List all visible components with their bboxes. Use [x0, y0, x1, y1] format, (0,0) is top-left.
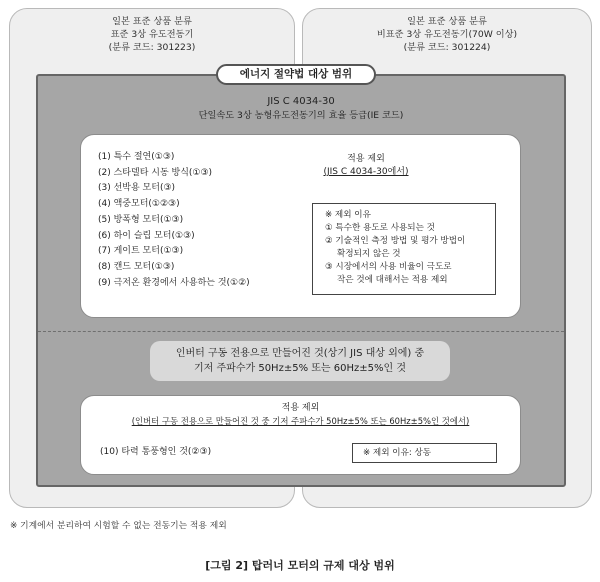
inverter-note-line1: 인버터 구동 전용으로 만들어진 것(상기 JIS 대상 외에) 중	[175, 348, 425, 359]
list-item: (6) 하이 슬립 모터(①③)	[98, 230, 195, 241]
exclusion-reasons-box	[312, 203, 496, 295]
list-item: (2) 스타델타 시동 방식(①③)	[98, 167, 213, 178]
reason-2b: 확정되지 않은 것	[337, 249, 401, 259]
right-header-line1: 일본 표준 상품 분류	[407, 16, 487, 27]
list-item: (7) 게이트 모터(①③)	[98, 246, 184, 257]
right-category-header	[302, 15, 592, 54]
jis-exclusion-heading	[306, 153, 426, 179]
list-item: (8) 캔드 모터(①③)	[98, 261, 175, 272]
jis-code: JIS C 4034-30	[267, 96, 335, 107]
jis-description: 단일속도 3상 농형유도전동기의 효율 등급(IE 코드)	[198, 110, 404, 121]
reason-1: ① 특수한 용도로 사용되는 것	[325, 223, 435, 233]
inverter-exclusion-heading	[80, 402, 521, 428]
lower-reason-text: ※ 제외 이유: 상동	[363, 448, 432, 458]
list-item: (1) 특수 절연(①③)	[98, 152, 175, 162]
figure-caption: [그림 2] 탑러너 모터의 규제 대상 범위	[205, 559, 395, 572]
reasons-title: ※ 제외 이유	[325, 210, 371, 220]
footnote: ※ 기계에서 분리하여 시험할 수 없는 전동기는 적용 제외	[10, 521, 227, 531]
reason-3b: 작은 것에 대해서는 적용 제외	[337, 275, 448, 285]
lower-exclusion-title: 적용 제외	[281, 403, 320, 413]
left-header-line2: 표준 3상 유도전동기	[110, 29, 194, 40]
list-item: (9) 극저온 환경에서 사용하는 것(①②)	[98, 277, 250, 288]
list-item: (3) 선박용 모터(③)	[98, 183, 176, 194]
left-header-line3: (분류 코드: 301223)	[108, 42, 196, 53]
right-header-line2: 비표준 3상 유도전동기(70W 이상)	[376, 29, 518, 40]
left-category-header	[9, 15, 295, 54]
list-item: (4) 액중모터(①②③)	[98, 199, 180, 210]
left-header-line1: 일본 표준 상품 분류	[112, 16, 192, 27]
right-header-line3: (분류 코드: 301224)	[403, 42, 491, 53]
exclusion-title-line2: (JIS C 4034-30에서)	[323, 167, 409, 177]
jis-standard-title	[36, 95, 566, 123]
lower-reason-box	[352, 443, 497, 463]
inverter-motor-note	[150, 341, 450, 381]
scope-label: 에너지 절약법 대상 범위	[216, 64, 376, 85]
lower-exclusion-subtitle: (인버터 구동 전용으로 만들어진 것 중 기저 주파수가 50Hz±5% 또는 60Hz±5%인 것에서)	[131, 416, 470, 426]
reason-2a: ② 기술적인 측정 방법 및 평가 방법이	[325, 236, 466, 246]
exclusion-title-line1: 적용 제외	[347, 154, 385, 164]
reason-3a: ③ 시장에서의 사용 비율이 극도로	[325, 262, 452, 272]
section-divider	[38, 331, 564, 332]
list-item: (5) 방폭형 모터(①③)	[98, 214, 184, 225]
excluded-motor-list	[98, 150, 250, 291]
excluded-item-10: (10) 타력 통풍형인 것(②③)	[100, 447, 212, 457]
inverter-note-line2: 기저 주파수가 50Hz±5% 또는 60Hz±5%인 것	[194, 363, 406, 374]
